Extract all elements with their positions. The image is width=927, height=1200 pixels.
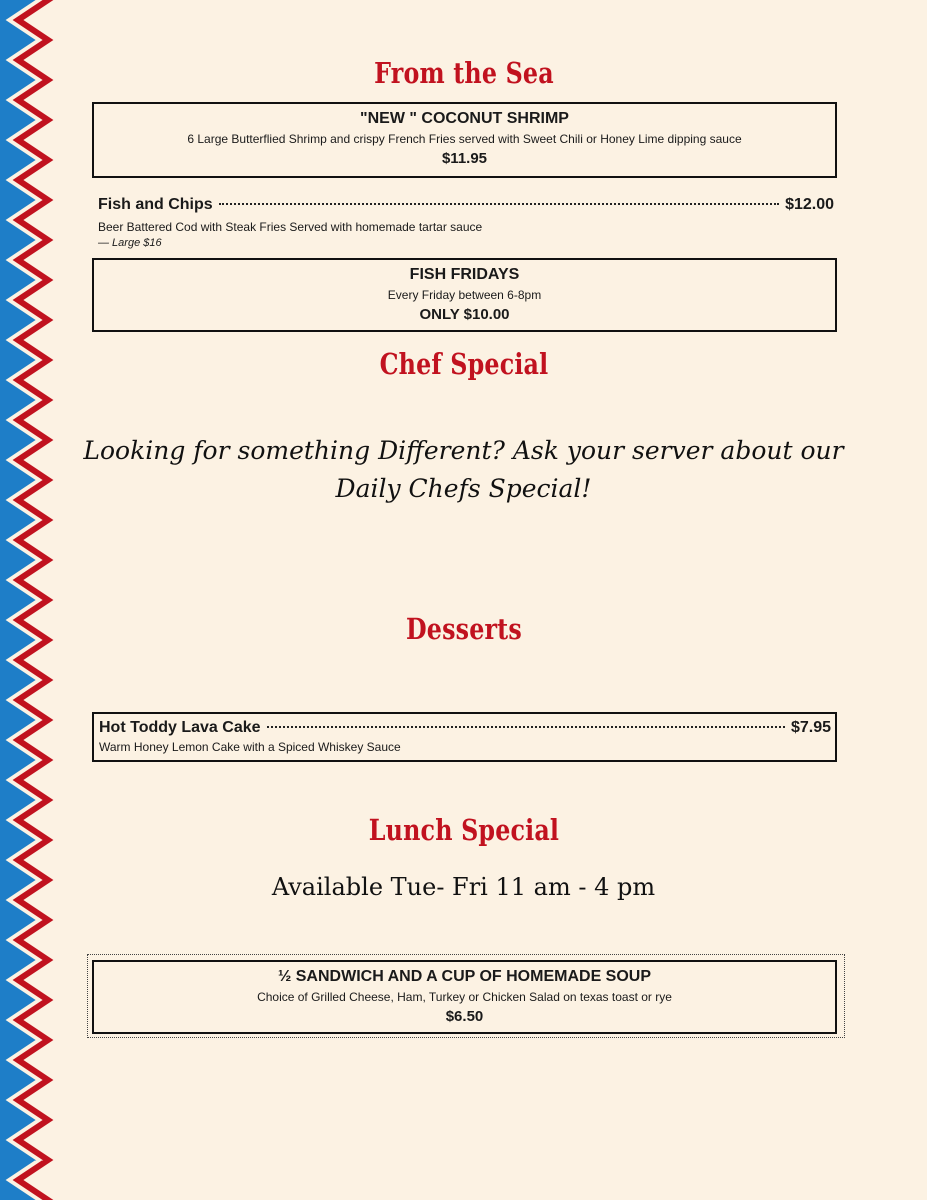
section-title-desserts: Desserts xyxy=(406,612,522,646)
lava-cake-row xyxy=(99,719,831,737)
zigzag-border xyxy=(0,0,60,1200)
fish-fridays-desc: Every Friday between 6-8pm xyxy=(387,288,542,302)
lava-cake-name: Hot Toddy Lava Cake xyxy=(99,719,261,736)
fish-fridays-name: FISH FRIDAYS xyxy=(409,266,520,283)
section-title-chef-special: Chef Special xyxy=(379,347,549,381)
lunch-combo-desc: Choice of Grilled Cheese, Ham, Turkey or Chicken Salad on texas toast or rye xyxy=(257,990,672,1004)
fish-fridays-box xyxy=(92,258,837,332)
coconut-shrimp-price: $11.95 xyxy=(441,150,488,167)
section-title-from-the-sea: From the Sea xyxy=(374,56,554,90)
section-title-lunch-special: Lunch Special xyxy=(368,813,560,847)
fish-and-chips-price: $12.00 xyxy=(785,196,834,213)
lava-cake-price: $7.95 xyxy=(790,719,831,736)
fish-and-chips-row xyxy=(98,196,834,214)
coconut-shrimp-box xyxy=(92,102,837,178)
lunch-combo-box xyxy=(92,960,837,1034)
fish-and-chips-note: — Large $16 xyxy=(98,237,162,249)
lunch-combo-price: $6.50 xyxy=(445,1008,484,1025)
lava-cake-box xyxy=(92,712,837,762)
coconut-shrimp-name: "NEW " COCONUT SHRIMP xyxy=(360,110,569,127)
lava-cake-desc: Warm Honey Lemon Cake with a Spiced Whiskey Sauce xyxy=(99,740,401,754)
fish-and-chips-desc: Beer Battered Cod with Steak Fries Served with homemade tartar sauce xyxy=(98,220,483,234)
chef-special-line-1: Looking for something Different? Ask your server about our xyxy=(83,436,844,465)
dot-leader xyxy=(267,726,785,728)
chef-special-text xyxy=(0,432,927,508)
dot-leader xyxy=(219,203,779,205)
fish-and-chips-name: Fish and Chips xyxy=(98,196,213,213)
lunch-availability: Available Tue- Fri 11 am - 4 pm xyxy=(271,873,656,901)
coconut-shrimp-desc: 6 Large Butterflied Shrimp and crispy French Fries served with Sweet Chili or Honey Lime dipping sauce xyxy=(187,132,742,146)
fish-fridays-price: ONLY $10.00 xyxy=(419,306,510,323)
lunch-combo-name: ½ SANDWICH AND A CUP OF HOMEMADE SOUP xyxy=(277,968,652,985)
chef-special-line-2: Daily Chefs Special! xyxy=(335,474,592,503)
